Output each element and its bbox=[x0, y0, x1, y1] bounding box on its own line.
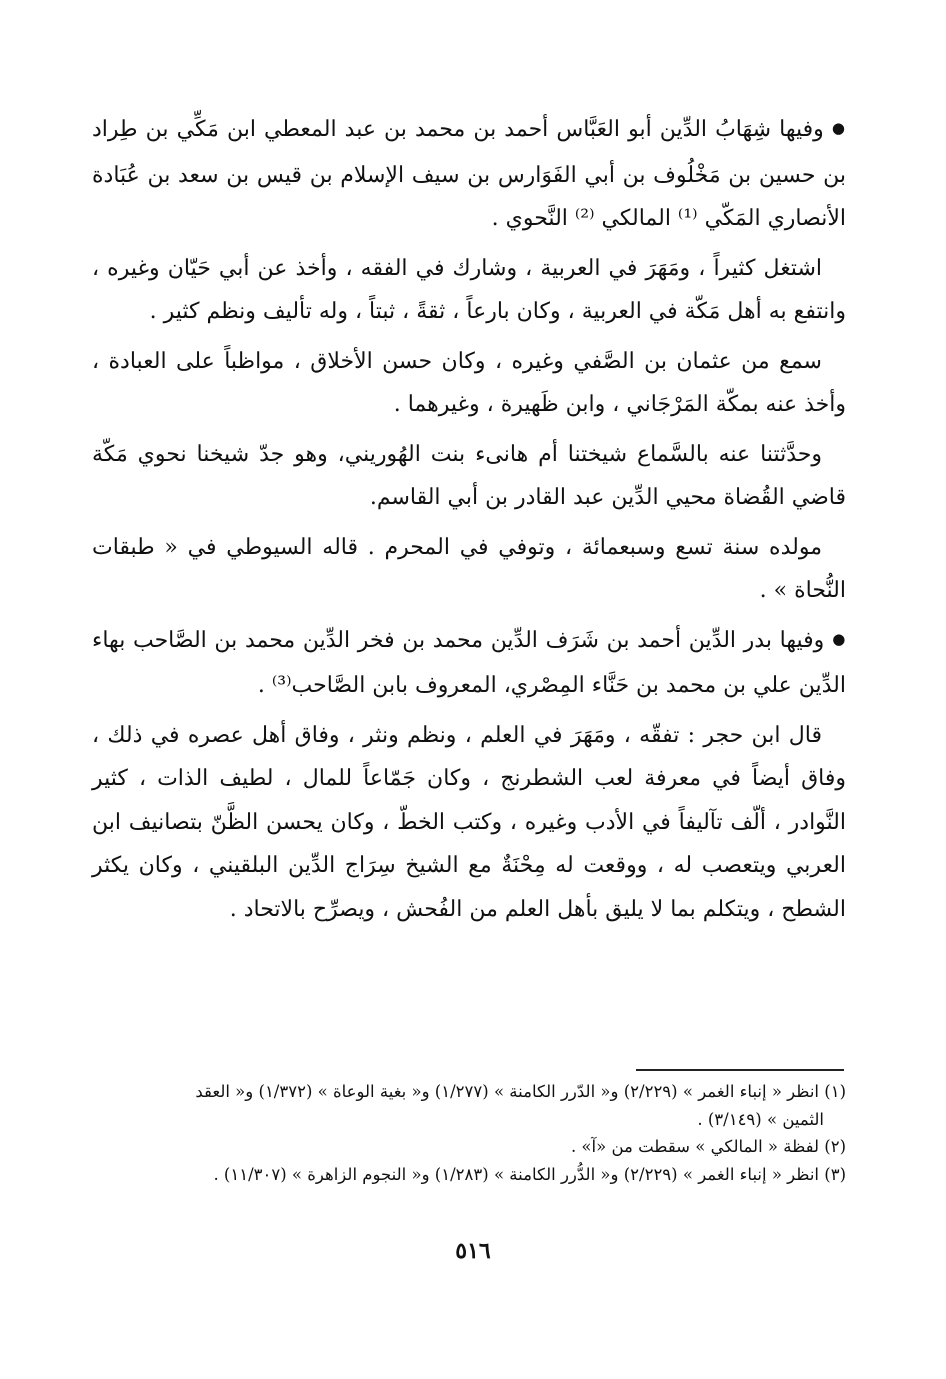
footnote-1-line: (١) انظر « إنباء الغمر » (٢/٢٢٩) و« الدّرر الكامنة » (١/٢٧٧) و« بغية الوعاة » (١/٣٧٢) و« العقد bbox=[195, 1082, 846, 1101]
paragraph-studies: اشتغل كثيراً ، ومَهَرَ في العربية ، وشارك في الفقه ، وأخذ عن أبي حَيّان وغيره ، وانتفع به أهل مَكّة في العربية ، وكان بارعاً ، ثقةً ، ثبتاً ، وله تأليف ونظم كثير . bbox=[92, 255, 846, 324]
paragraph-teachers: سمع من عثمان بن الصَّفي وغيره ، وكان حسن الأخلاق ، مواظباً على العبادة ، وأخذ عنه بمكّة المَرْجَاني ، وابن ظَهيرة ، وغيرهما . bbox=[92, 348, 846, 417]
footnotes bbox=[92, 1078, 846, 1188]
footnote-3-line: (٣) انظر « إنباء الغمر » (٢/٢٢٩) و« الدُّرر الكامنة » (١/٢٨٣) و« النجوم الزاهرة » (١١/٣٠٧) . bbox=[213, 1164, 846, 1184]
footnote-2-line: (٢) لفظة « المالكي » سقطت من «آ» . bbox=[570, 1137, 846, 1156]
page-number: ٥١٦ bbox=[455, 1238, 491, 1264]
paragraph-ibn-hajar: قال ابن حجر : تفقّه ، ومَهَرَ في العلم ، ونظم ونثر ، وفاق أهل عصره في ذلك ، وفاق أيضاً في معرفة لعب الشطرنج ، وكان جَمّاعاً للمال ، لطيف الذات ، كثير النَّوادر ، ألّف تآليفاً في الأدب وغيره ، وكتب الخطّ ، وكان يحسن الظَّنّ بتصانيف ابن العربي ويتعصب له ، ووقعت له مِحْنَةٌ مع الشيخ سِرَاج الدِّين البلقيني ، وكان يكثر الشطح ، ويتكلم بما لا يليق بأهل العلم من الفُحش ، ويصرِّح بالاتحاد . bbox=[92, 722, 846, 922]
footnote-1 bbox=[92, 1078, 846, 1133]
paragraph-birth-death: مولده سنة تسع وسبعمائة ، وتوفي في المحرم . قاله السيوطي في « طبقات النُّحاة » . bbox=[92, 534, 846, 603]
footnote-divider bbox=[636, 1069, 844, 1071]
footnote-1-continuation: الثمين » (٣/١٤٩) . bbox=[697, 1109, 824, 1129]
entry-badr-al-din: ● وفيها بدر الدِّين أحمد بن شَرَف الدِّين محمد بن فخر الدِّين محمد بن الصَّاحب بهاء الدِّين علي بن محمد بن حَنَّاء المِصْري، المعروف بابن الصَّاحب⁽³⁾ . bbox=[92, 619, 846, 708]
main-text bbox=[92, 108, 846, 937]
entry-shihab-al-din: ● وفيها شِهَابُ الدِّين أبو العَبَّاس أحمد بن محمد بن عبد المعطي ابن مَكِّي بن طِراد بن حسين بن مَخْلُوف بن أبي الفَوَارس بن سيف الإسلام بن قيس بن سعد بن عُبَادة الأنصاري المَكّي ⁽¹⁾ المالكي ⁽²⁾ النَّحوي . bbox=[92, 108, 846, 241]
footnote-3 bbox=[92, 1161, 846, 1189]
footnote-2 bbox=[92, 1133, 846, 1161]
paragraph-narration: وحدَّثتنا عنه بالسَّماع شيختنا أم هانىء بنت الهُوريني، وهو جدّ شيخنا نحوي مَكّة قاضي القُضاة محيي الدِّين عبد القادر بن أبي القاسم. bbox=[92, 441, 846, 510]
